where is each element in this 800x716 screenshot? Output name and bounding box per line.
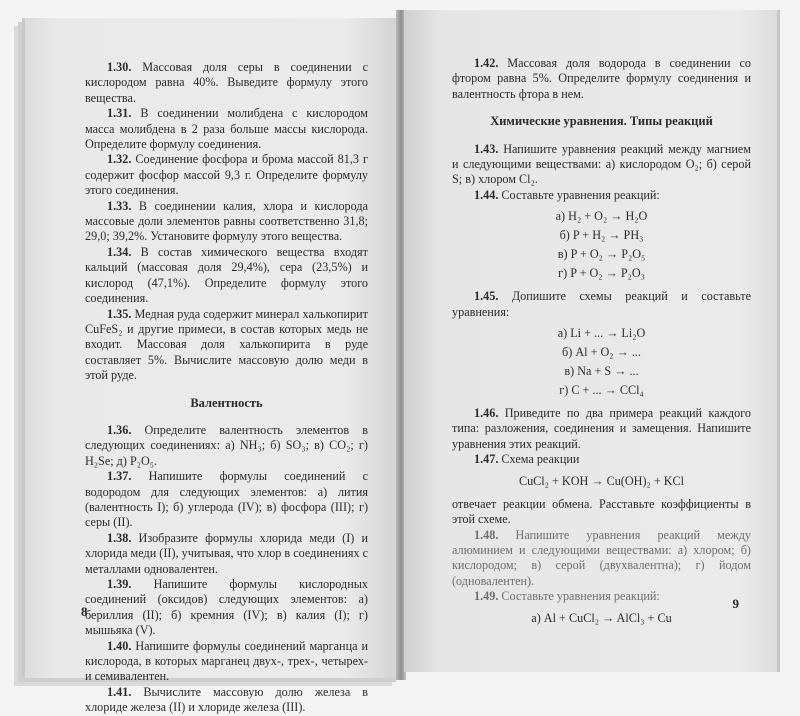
equation: в) Na + S → ... bbox=[564, 364, 639, 379]
equations-1-47 bbox=[452, 472, 751, 491]
equation: а) Li + ... → Li₂O bbox=[557, 326, 646, 341]
problem-1-43: 1.43. Напишите уравнения реакций между магнием и следующими веществами: а) кислородом O₂; б) серой S; в) хлором Cl₂. bbox=[452, 141, 751, 187]
problem-1-44: 1.44. Составьте уравнения реакций: bbox=[474, 187, 660, 202]
equations-1-44 bbox=[452, 207, 751, 283]
problem-1-34: 1.34. В состав химического вещества входят кальций (массовая доля 29,4%), сера (23,5%) и кислород (47,1%). Определите формулу этого соединения. bbox=[85, 244, 368, 306]
problem-1-48: 1.48. Напишите уравнения реакций между алюминием и следующими веществами: а) хлором; б) кислородом; в) серой (двухвалентна); г) йодом (одновалентен). bbox=[452, 527, 751, 588]
problem-1-42: 1.42. Массовая доля водорода в соединении со фтором равна 5%. Определите формулу соединения и валентность фтора в нем. bbox=[452, 56, 752, 101]
problem-1-45: 1.45. Допишите схемы реакций и составьте уравнения: bbox=[452, 289, 751, 319]
problem-1-31: 1.31. В соединении молибдена с кислородом масса молибдена в 2 раза больше массы кислорода. Определите формулу соединения. bbox=[85, 106, 369, 152]
equation: б) Al + O₂ → ... bbox=[562, 345, 641, 360]
equation: г) C + ... → CCl₄ bbox=[559, 383, 644, 398]
equation: г) P + O₂ → P₂O₃ bbox=[558, 266, 645, 281]
equation: а) H₂ + O₂ → H₂O bbox=[555, 209, 648, 224]
right-page bbox=[404, 10, 780, 672]
left-page bbox=[22, 18, 400, 715]
page-number-left: 8 bbox=[81, 604, 88, 619]
problem-1-47-continued: отвечает реакции обмена. Расставьте коэффициенты в этой схеме. bbox=[452, 496, 751, 527]
problem-1-30: 1.30. Массовая доля серы в соединении с кислородом равна 40%. Выведите формулу этого вещества. bbox=[85, 60, 369, 105]
problem-1-40: 1.40. Напишите формулы соединений марганца и кислорода, в которых марганец двух-, трех-, четырех- и семивалентен. bbox=[85, 638, 368, 684]
problem-1-33: 1.33. В соединении калия, хлора и кислорода массовые доли элементов равны соответственно 31,8; 29,0; 39,2%. Установите формулу этого вещества. bbox=[85, 198, 368, 244]
equation: CuCl₂ + KOH → Cu(OH)₂ + KCl bbox=[518, 473, 685, 488]
equations-1-49 bbox=[452, 609, 751, 628]
problem-1-37: 1.37. Напишите формулы соединений с водородом для следующих элементов: а) лития (валентность I); б) углерода (IV); в) фосфора (III); г) серы (II). bbox=[85, 469, 368, 530]
problem-1-36: 1.36. Определите валентность элементов в следующих соединениях: а) NH₃; б) SO₃; в) CO₂; г) H₂Se; д) P₂O₅. bbox=[85, 422, 368, 468]
problem-1-47: 1.47. Схема реакции bbox=[474, 452, 580, 467]
equation: а) Al + CuCl₂ → AlCl₃ + Cu bbox=[531, 610, 672, 625]
equations-1-45 bbox=[452, 324, 751, 400]
problem-1-41: 1.41. Вычислите массовую долю железа в хлориде железа (II) и хлориде железа (III). bbox=[85, 684, 368, 715]
problem-1-32: 1.32. Соединение фосфора и брома массой 81,3 г содержит фосфор массой 9,3 г. Определите формулу этого соединения. bbox=[85, 152, 369, 198]
page-number-right: 9 bbox=[732, 596, 739, 611]
section-title-equations: Химические уравнения. Типы реакций bbox=[490, 114, 713, 129]
problem-1-38: 1.38. Изобразите формулы хлорида меди (I) и хлорида меди (II), учитывая, что хлор в соединениях с металлами одновалентен. bbox=[85, 530, 369, 576]
problem-1-39: 1.39. Напишите формулы кислородных соединений (оксидов) следующих элементов: а) бериллия (II); б) кремния (IV); в) калия (I); г) мышьяка (V). bbox=[85, 577, 369, 638]
problem-1-46: 1.46. Приведите по два примера реакций каждого типа: разложения, соединения и замещения. Напишите уравнения этих реакций. bbox=[452, 406, 752, 451]
equation: б) P + H₂ → PH₃ bbox=[559, 228, 644, 243]
problem-1-49: 1.49. Составьте уравнения реакций: bbox=[474, 589, 660, 604]
equation: в) P + O₂ → P₂O₅ bbox=[557, 247, 646, 262]
section-title-valence: Валентность bbox=[190, 395, 263, 410]
problem-1-35: 1.35. Медная руда содержит минерал халькопирит CuFeS₂ и другие примеси, в состав которых медь не входит. Массовая доля халькопирита в руде составляет 5%. Вычислите массовую долю меди в этой руде. bbox=[85, 306, 368, 383]
